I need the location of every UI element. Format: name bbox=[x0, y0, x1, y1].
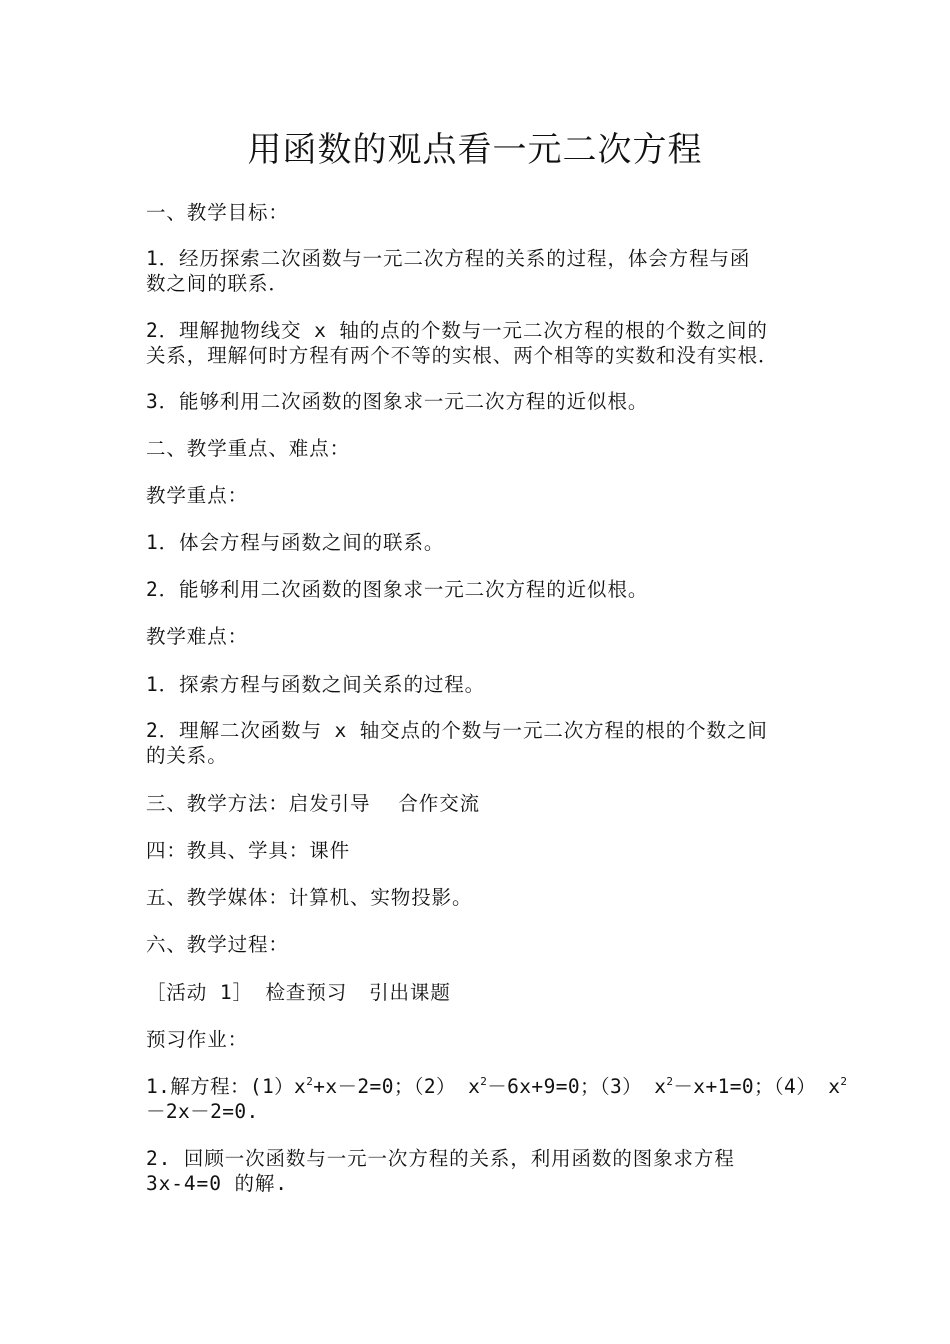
activity-1-part-2: 引出课题 bbox=[369, 981, 451, 1004]
equation-text-2: +x－2=0；（2） x bbox=[313, 1075, 481, 1098]
homework-item-1 bbox=[146, 1074, 848, 1124]
section-teaching-process: 六、教学过程： bbox=[146, 933, 289, 956]
exponent-1: 2 bbox=[306, 1075, 314, 1088]
equation-text-4: －x+1=0；（4） x bbox=[673, 1075, 841, 1098]
subheading-difficulties: 教学难点： bbox=[146, 625, 249, 648]
objective-item-1-line-2: 数之间的联系． bbox=[146, 272, 289, 295]
objective-item-1-line-1: 1．经历探索二次函数与一元二次方程的关系的过程，体会方程与函 bbox=[146, 247, 751, 270]
exponent-3: 2 bbox=[666, 1075, 674, 1088]
equation-text-1: 1.解方程：(1）x bbox=[146, 1075, 307, 1098]
section-teaching-media: 五、教学媒体：计算机、实物投影。 bbox=[146, 886, 473, 909]
homework-item-2 bbox=[146, 1146, 812, 1196]
subheading-key-focus: 教学重点： bbox=[146, 484, 249, 507]
homework-item-2-line-1: 2. 回顾一次函数与一元一次方程的关系，利用函数的图象求方程 bbox=[146, 1147, 735, 1170]
section-teaching-method bbox=[146, 791, 812, 816]
section-heading-key-points: 二、教学重点、难点： bbox=[146, 437, 351, 460]
homework-item-2-line-2: 3x-4=0 的解. bbox=[146, 1172, 288, 1195]
page-title: 用函数的观点看一元二次方程 bbox=[247, 130, 703, 170]
equation-text-3: －6x+9=0；（3） x bbox=[487, 1075, 667, 1098]
objective-item-2-line-1: 2．理解抛物线交 x 轴的点的个数与一元二次方程的根的个数之间的 bbox=[146, 319, 768, 342]
key-focus-item-1: 1．体会方程与函数之间的联系。 bbox=[146, 531, 445, 554]
exponent-4: 2 bbox=[840, 1075, 848, 1088]
teaching-method-part-2: 合作交流 bbox=[398, 792, 481, 815]
key-focus-item-2: 2．能够利用二次函数的图象求一元二次方程的近似根。 bbox=[146, 578, 649, 601]
section-teaching-tools: 四：教具、学具：课件 bbox=[146, 839, 351, 862]
objective-item-3: 3．能够利用二次函数的图象求一元二次方程的近似根。 bbox=[146, 390, 649, 413]
activity-1-heading bbox=[146, 980, 812, 1005]
homework-item-1-line-1 bbox=[146, 1074, 848, 1099]
preview-homework-heading: 预习作业： bbox=[146, 1028, 249, 1051]
teaching-method-part-1: 三、教学方法：启发引导 bbox=[146, 792, 371, 815]
objective-item-2 bbox=[146, 318, 812, 368]
activity-1-part-1: ［活动 1］ 检查预习 bbox=[146, 981, 348, 1004]
section-heading-objectives: 一、教学目标： bbox=[146, 201, 289, 224]
difficulty-item-1: 1．探索方程与函数之间关系的过程。 bbox=[146, 673, 486, 696]
difficulty-item-2-line-1: 2．理解二次函数与 x 轴交点的个数与一元二次方程的根的个数之间 bbox=[146, 719, 768, 742]
difficulty-item-2 bbox=[146, 718, 812, 768]
objective-item-1 bbox=[146, 246, 812, 296]
difficulty-item-2-line-2: 的关系。 bbox=[146, 744, 228, 767]
homework-item-1-line-2: －2x－2=0. bbox=[146, 1100, 259, 1123]
exponent-2: 2 bbox=[480, 1075, 488, 1088]
objective-item-2-line-2: 关系，理解何时方程有两个不等的实根、两个相等的实数和没有实根． bbox=[146, 344, 779, 367]
